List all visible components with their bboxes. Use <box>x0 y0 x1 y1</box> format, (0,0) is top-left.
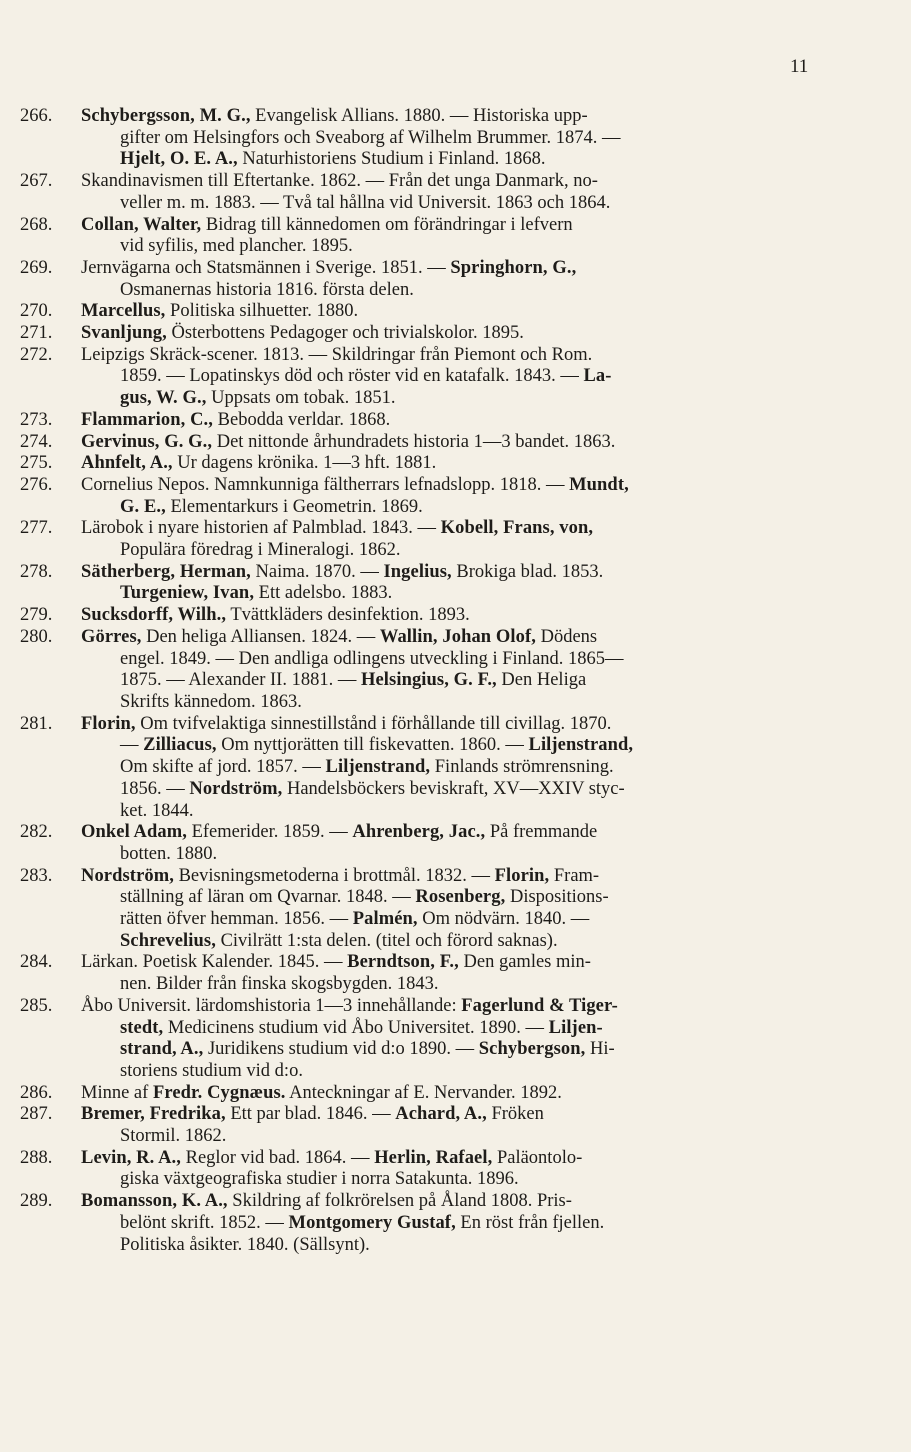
entry-line <box>81 518 911 540</box>
entry-text: giska växtgeografiska studier i norra Satakunta. 1896. <box>120 1169 519 1190</box>
entry-text: Reglor vid bad. 1864. — <box>180 1147 375 1168</box>
catalog-entry <box>0 1191 911 1256</box>
author-name: Zilliacus, <box>143 735 217 756</box>
author-name: Schybergson, <box>478 1039 586 1060</box>
entry-text: Lärobok i nyare historien af Palmblad. 1843. — <box>81 518 441 539</box>
catalog-entry <box>0 171 911 214</box>
author-name: Florin, <box>81 713 136 734</box>
entry-line <box>120 1169 911 1191</box>
author-name: Collan, Walter, <box>81 214 202 235</box>
entry-text: Fram- <box>549 865 600 886</box>
entry-line <box>81 301 911 323</box>
entry-text: Om nödvärn. 1840. — <box>417 909 590 930</box>
entry-text: Handelsböckers beviskraft, XV—XXIV styc- <box>282 778 625 799</box>
entry-text: Jernvägarna och Statsmännen i Sverige. 1851. — <box>81 257 451 278</box>
entry-number: 267. <box>20 171 53 192</box>
author-name: Kobell, Frans, von, <box>440 518 594 539</box>
entry-line <box>81 106 911 128</box>
entry-text: Civilrätt 1:sta delen. (titel och förord saknas). <box>215 930 558 951</box>
author-name: Schrevelius, <box>120 930 216 951</box>
author-name: Onkel Adam, <box>81 822 187 843</box>
author-name: Görres, <box>81 626 142 647</box>
author-name: Rosenberg, <box>415 887 506 908</box>
entry-line <box>120 1213 911 1235</box>
author-name: Sucksdorff, Wilh., <box>81 605 227 626</box>
catalog-entry <box>0 866 911 953</box>
entry-text: 1875. — Alexander II. 1881. — <box>120 670 361 691</box>
entry-line <box>120 801 911 823</box>
entry-number: 284. <box>20 952 53 973</box>
entry-text: Den Heliga <box>496 670 587 691</box>
catalog-entry <box>0 996 911 1083</box>
entry-text: Det nittonde århundradets historia 1—3 bandet. 1863. <box>212 431 616 452</box>
author-name: Berndtson, F., <box>347 952 459 973</box>
author-name: gus, W. G., <box>120 388 207 409</box>
entry-line <box>81 171 911 193</box>
entry-text: Fröken <box>486 1104 544 1125</box>
entry-text: belönt skrift. 1852. — <box>120 1212 289 1233</box>
entry-number: 275. <box>20 453 53 474</box>
entry-text: Finlands strömrensning. <box>430 757 614 778</box>
entry-line <box>120 128 911 150</box>
entry-text: rätten öfver hemman. 1856. — <box>120 909 353 930</box>
entry-line <box>120 670 911 692</box>
entry-line <box>81 1191 911 1213</box>
author-name: Gervinus, G. G., <box>81 431 213 452</box>
entry-line <box>120 1235 911 1257</box>
entry-line <box>81 345 911 367</box>
author-name: Hjelt, O. E. A., <box>120 149 238 170</box>
author-name: La- <box>583 366 612 387</box>
entry-text: Juridikens studium vid d:o 1890. — <box>203 1039 479 1060</box>
author-name: Schybergsson, M. G., <box>81 106 251 126</box>
author-name: Palmén, <box>352 909 418 930</box>
entry-line <box>81 215 911 237</box>
entry-line <box>120 540 911 562</box>
entry-text: Den heliga Alliansen. 1824. — <box>141 626 380 647</box>
entry-line <box>81 952 911 974</box>
author-name: Florin, <box>494 865 550 886</box>
catalog-entry <box>0 410 911 432</box>
entry-line <box>120 974 911 996</box>
entry-line <box>81 258 911 280</box>
catalog-entry <box>0 258 911 301</box>
catalog-entry <box>0 952 911 995</box>
entry-text: Paläontolo- <box>492 1147 583 1168</box>
entry-number: 288. <box>20 1147 53 1168</box>
entry-text: botten. 1880. <box>120 843 218 864</box>
entry-text: Cornelius Nepos. Namnkunniga fältherrars lefnadslopp. 1818. — <box>81 474 570 495</box>
author-name: Liljenstrand, <box>528 735 634 756</box>
catalog-entry <box>0 1104 911 1147</box>
catalog-list <box>0 106 911 1256</box>
catalog-entry <box>0 605 911 627</box>
author-name: Nordström, <box>189 778 283 799</box>
author-name: Levin, R. A., <box>81 1147 181 1168</box>
author-name: Ahnfelt, A., <box>81 453 173 474</box>
author-name: Marcellus, <box>81 301 166 322</box>
entry-text: Dödens <box>535 626 598 647</box>
entry-text: Dispositions- <box>505 887 609 908</box>
entry-text: Politiska silhuetter. 1880. <box>165 301 359 322</box>
entry-line <box>81 996 911 1018</box>
entry-number: 289. <box>20 1191 53 1212</box>
author-name: Liljenstrand, <box>325 757 431 778</box>
entry-line <box>120 844 911 866</box>
entry-number: 270. <box>20 301 53 322</box>
author-name: Bremer, Fredrika, <box>81 1104 226 1125</box>
entry-line <box>120 1018 911 1040</box>
entry-text: Tvättkläders desinfektion. 1893. <box>226 605 470 626</box>
author-name: Ahrenberg, Jac., <box>352 822 486 843</box>
entry-text: Bebodda verldar. 1868. <box>213 409 391 430</box>
entry-number: 280. <box>20 626 53 647</box>
entry-text: Skandinavismen till Eftertanke. 1862. — Från det unga Danmark, no- <box>81 171 598 192</box>
author-name: Ingelius, <box>383 561 452 582</box>
entry-line <box>120 1061 911 1083</box>
entry-text: Bidrag till kännedomen om förändringar i lefvern <box>201 214 573 235</box>
entry-text: Om tvifvelaktiga sinnestillstånd i förhållande till civillag. 1870. <box>135 713 612 734</box>
entry-text: Leipzigs Skräck-scener. 1813. — Skildringar från Piemont och Rom. <box>81 344 593 365</box>
entry-line <box>120 366 911 388</box>
entry-text: Skrifts kännedom. 1863. <box>120 691 302 712</box>
entry-line <box>120 583 911 605</box>
author-name: Fredr. Cygnæus. <box>152 1082 286 1103</box>
catalog-entry <box>0 432 911 454</box>
entry-text: gifter om Helsingfors och Sveaborg af Wilhelm Brummer. 1874. — <box>120 127 621 148</box>
catalog-entry <box>0 301 911 323</box>
entry-line <box>120 149 911 171</box>
catalog-entry <box>0 518 911 561</box>
entry-text: engel. 1849. — Den andliga odlingens utveckling i Finland. 1865— <box>120 648 624 669</box>
author-name: strand, A., <box>120 1039 204 1060</box>
entry-text: Osmanernas historia 1816. första delen. <box>120 279 414 300</box>
entry-number: 274. <box>20 431 53 452</box>
author-name: Liljen- <box>548 1017 603 1038</box>
entry-line <box>120 497 911 519</box>
entry-text: Minne af <box>81 1082 153 1103</box>
entry-text: Evangelisk Allians. 1880. — Historiska upp- <box>250 106 588 126</box>
entry-number: 276. <box>20 474 53 495</box>
entry-number: 286. <box>20 1082 53 1103</box>
author-name: Helsingius, G. F., <box>360 670 497 691</box>
entry-number: 266. <box>20 106 53 126</box>
entry-line <box>81 410 911 432</box>
entry-text: Den gamles min- <box>458 952 591 973</box>
entry-number: 287. <box>20 1104 53 1125</box>
entry-line <box>120 909 911 931</box>
entry-line <box>120 649 911 671</box>
entry-line <box>81 1148 911 1170</box>
entry-line <box>120 280 911 302</box>
catalog-entry <box>0 323 911 345</box>
entry-line <box>81 627 911 649</box>
entry-number: 272. <box>20 344 53 365</box>
entry-text: Om nyttjorätten till fiskevatten. 1860. — <box>216 735 529 756</box>
author-name: Flammarion, C., <box>81 409 214 430</box>
entry-line <box>120 735 911 757</box>
entry-line <box>81 605 911 627</box>
entry-number: 285. <box>20 995 53 1016</box>
entry-text: Brokiga blad. 1853. <box>451 561 604 582</box>
entry-number: 268. <box>20 214 53 235</box>
entry-text: ket. 1844. <box>120 800 194 821</box>
entry-number: 281. <box>20 713 53 734</box>
catalog-entry <box>0 475 911 518</box>
entry-line <box>81 1104 911 1126</box>
catalog-entry <box>0 453 911 475</box>
entry-text: Politiska åsikter. 1840. (Sällsynt). <box>120 1234 370 1255</box>
author-name: Bomansson, K. A., <box>81 1191 228 1212</box>
entry-text: På fremmande <box>485 822 598 843</box>
entry-text: 1859. — Lopatinskys död och röster vid en katafalk. 1843. — <box>120 366 584 387</box>
entry-line <box>120 236 911 258</box>
entry-text: Naturhistoriens Studium i Finland. 1868. <box>237 149 546 170</box>
entry-text: nen. Bilder från finska skogsbygden. 1843. <box>120 974 439 995</box>
entry-text: Ett adelsbo. 1883. <box>254 583 393 604</box>
entry-number: 282. <box>20 822 53 843</box>
entry-line <box>81 714 911 736</box>
entry-text: En röst från fjellen. <box>455 1212 605 1233</box>
author-name: stedt, <box>120 1017 164 1038</box>
entry-text: Efemerider. 1859. — <box>186 822 353 843</box>
entry-text: vid syfilis, med plancher. 1895. <box>120 236 353 257</box>
entry-text: Om skifte af jord. 1857. — <box>120 757 326 778</box>
author-name: Achard, A., <box>395 1104 487 1125</box>
catalog-entry <box>0 215 911 258</box>
author-name: Montgomery Gustaf, <box>288 1212 456 1233</box>
entry-line <box>120 193 911 215</box>
catalog-entry <box>0 345 911 410</box>
entry-text: Ur dagens krönika. 1—3 hft. 1881. <box>172 453 437 474</box>
entry-text: Ett par blad. 1846. — <box>225 1104 396 1125</box>
author-name: Springhorn, G., <box>450 257 577 278</box>
entry-text: Stormil. 1862. <box>120 1126 227 1147</box>
entry-line <box>120 779 911 801</box>
author-name: G. E., <box>120 496 166 517</box>
author-name: Mundt, <box>569 474 629 495</box>
entry-text: Lärkan. Poetisk Kalender. 1845. — <box>81 952 348 973</box>
entry-text: — <box>120 735 144 756</box>
catalog-entry <box>0 627 911 714</box>
entry-line <box>81 822 911 844</box>
author-name: Fagerlund & Tiger- <box>461 995 618 1016</box>
entry-line <box>120 692 911 714</box>
entry-line <box>120 931 911 953</box>
catalog-entry <box>0 714 911 823</box>
entry-text: Hi- <box>585 1039 615 1060</box>
entry-number: 279. <box>20 605 53 626</box>
catalog-entry <box>0 1083 911 1105</box>
entry-text: Naima. 1870. — <box>250 561 384 582</box>
author-name: Wallin, Johan Olof, <box>379 626 536 647</box>
author-name: Nordström, <box>81 865 174 886</box>
entry-number: 269. <box>20 257 53 278</box>
entry-line <box>81 323 911 345</box>
entry-text: veller m. m. 1883. — Två tal hållna vid Universit. 1863 och 1864. <box>120 192 611 213</box>
entry-text: Åbo Universit. lärdomshistoria 1—3 innehållande: <box>81 995 462 1016</box>
entry-line <box>120 388 911 410</box>
entry-number: 278. <box>20 561 53 582</box>
entry-number: 283. <box>20 865 53 886</box>
entry-line <box>81 432 911 454</box>
entry-line <box>120 1039 911 1061</box>
entry-text: Elementarkurs i Geometrin. 1869. <box>165 496 423 517</box>
entry-line <box>81 453 911 475</box>
entry-text: Bevisningsmetoderna i brottmål. 1832. — <box>173 865 495 886</box>
author-name: Herlin, Rafael, <box>374 1147 493 1168</box>
author-name: Sätherberg, Herman, <box>81 561 251 582</box>
entry-text: ställning af läran om Qvarnar. 1848. — <box>120 887 416 908</box>
entry-line <box>120 1126 911 1148</box>
entry-text: Österbottens Pedagoger och trivialskolor. 1895. <box>166 323 524 344</box>
catalog-entry <box>0 562 911 605</box>
page-number: 11 <box>790 56 809 77</box>
entry-text: Uppsats om tobak. 1851. <box>206 388 396 409</box>
entry-text: 1856. — <box>120 778 190 799</box>
catalog-entry <box>0 822 911 865</box>
entry-text: Anteckningar af E. Nervander. 1892. <box>285 1082 562 1103</box>
entry-number: 273. <box>20 409 53 430</box>
entry-line <box>81 475 911 497</box>
entry-line <box>81 562 911 584</box>
entry-line <box>120 757 911 779</box>
entry-text: Skildring af folkrörelsen på Åland 1808. Pris- <box>227 1191 572 1212</box>
entry-line <box>81 866 911 888</box>
entry-line <box>81 1083 911 1105</box>
entry-text: Populära föredrag i Mineralogi. 1862. <box>120 540 401 561</box>
entry-text: Medicinens studium vid Åbo Universitet. 1890. — <box>163 1017 549 1038</box>
entry-line <box>120 887 911 909</box>
entry-number: 271. <box>20 323 53 344</box>
author-name: Svanljung, <box>81 323 167 344</box>
entry-text: storiens studium vid d:o. <box>120 1060 303 1081</box>
catalog-entry <box>0 106 911 171</box>
catalog-entry <box>0 1148 911 1191</box>
entry-number: 277. <box>20 518 53 539</box>
author-name: Turgeniew, Ivan, <box>120 583 255 604</box>
